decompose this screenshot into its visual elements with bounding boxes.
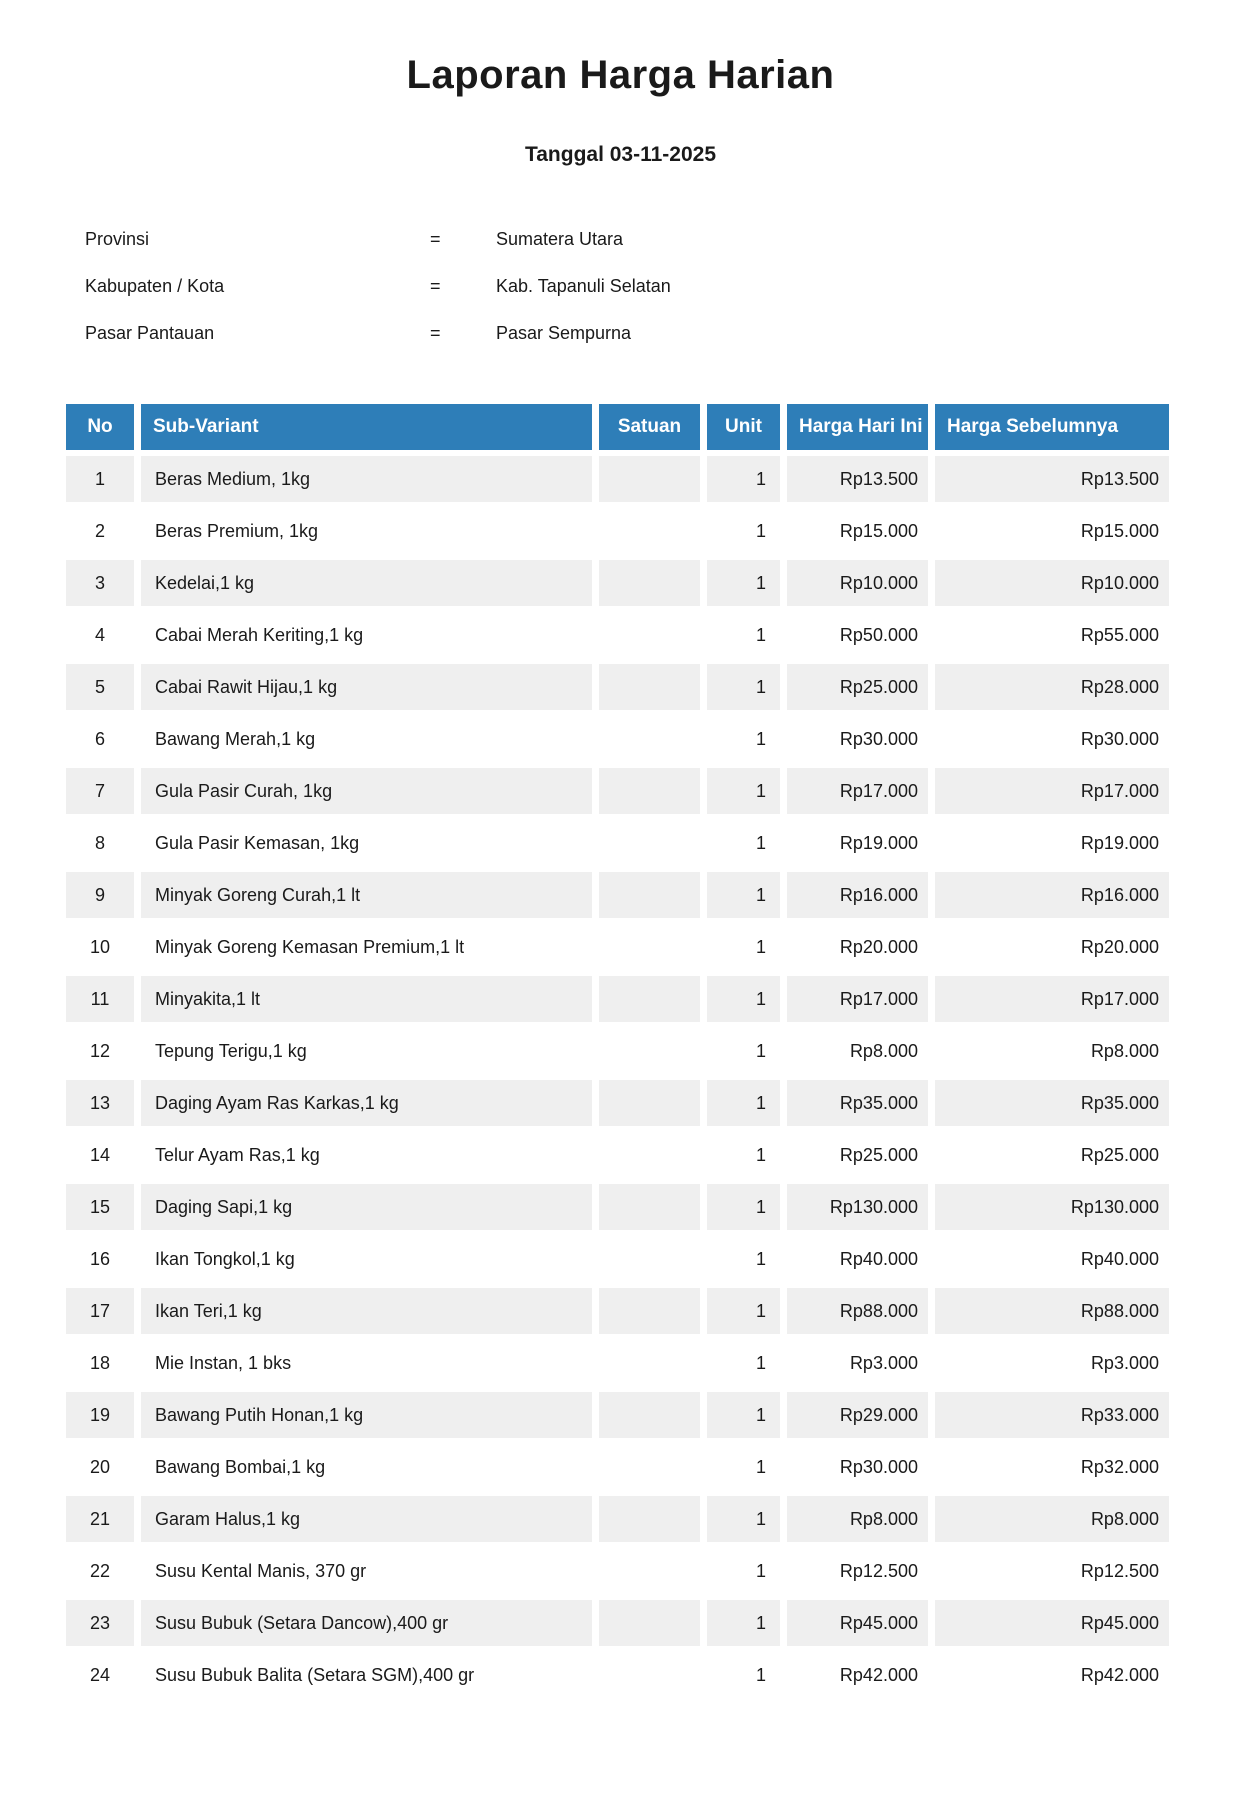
- table-row: [66, 820, 1169, 866]
- satuan-cell: [599, 612, 700, 658]
- harga-sebelumnya-cell: Rp12.500: [935, 1548, 1169, 1594]
- table-row: [66, 1028, 1169, 1074]
- table-row: [66, 1652, 1169, 1698]
- sub-variant-cell: Beras Medium, 1kg: [141, 456, 592, 502]
- table-row: [66, 1496, 1169, 1542]
- report-meta: [0, 216, 1241, 357]
- harga-sebelumnya-cell: Rp25.000: [935, 1132, 1169, 1178]
- col-header-satuan: Satuan: [599, 404, 700, 450]
- no-cell: 22: [66, 1548, 134, 1594]
- table-header-row: [66, 404, 1169, 450]
- pasar-label: Pasar Pantauan: [85, 323, 215, 343]
- harga-hari-ini-cell: Rp19.000: [787, 820, 928, 866]
- equals-sign: =: [430, 276, 441, 296]
- equals-sign: =: [430, 323, 441, 343]
- satuan-cell: [599, 1288, 700, 1334]
- no-cell: 17: [66, 1288, 134, 1334]
- sub-variant-cell: Susu Bubuk Balita (Setara SGM),400 gr: [141, 1652, 592, 1698]
- sub-variant-cell: Kedelai,1 kg: [141, 560, 592, 606]
- harga-hari-ini-cell: Rp15.000: [787, 508, 928, 554]
- equals-sign: =: [430, 229, 441, 249]
- sub-variant-cell: Cabai Merah Keriting,1 kg: [141, 612, 592, 658]
- col-header-harga-hari-ini: Harga Hari Ini: [787, 404, 928, 450]
- satuan-cell: [599, 1184, 700, 1230]
- harga-sebelumnya-cell: Rp32.000: [935, 1444, 1169, 1490]
- sub-variant-cell: Telur Ayam Ras,1 kg: [141, 1132, 592, 1178]
- harga-hari-ini-cell: Rp8.000: [787, 1496, 928, 1542]
- harga-sebelumnya-cell: Rp10.000: [935, 560, 1169, 606]
- satuan-cell: [599, 716, 700, 762]
- no-cell: 7: [66, 768, 134, 814]
- sub-variant-cell: Bawang Merah,1 kg: [141, 716, 592, 762]
- unit-cell: 1: [707, 1184, 780, 1230]
- sub-variant-cell: Susu Kental Manis, 370 gr: [141, 1548, 592, 1594]
- no-cell: 1: [66, 456, 134, 502]
- satuan-cell: [599, 820, 700, 866]
- satuan-cell: [599, 664, 700, 710]
- harga-hari-ini-cell: Rp35.000: [787, 1080, 928, 1126]
- sub-variant-cell: Minyak Goreng Kemasan Premium,1 lt: [141, 924, 592, 970]
- no-cell: 6: [66, 716, 134, 762]
- harga-hari-ini-cell: Rp3.000: [787, 1340, 928, 1386]
- unit-cell: 1: [707, 1652, 780, 1698]
- no-cell: 9: [66, 872, 134, 918]
- harga-hari-ini-cell: Rp42.000: [787, 1652, 928, 1698]
- sub-variant-cell: Garam Halus,1 kg: [141, 1496, 592, 1542]
- harga-sebelumnya-cell: Rp17.000: [935, 976, 1169, 1022]
- no-cell: 11: [66, 976, 134, 1022]
- table-row: [66, 1236, 1169, 1282]
- unit-cell: 1: [707, 1288, 780, 1334]
- table-row: [66, 872, 1169, 918]
- harga-sebelumnya-cell: Rp3.000: [935, 1340, 1169, 1386]
- satuan-cell: [599, 560, 700, 606]
- col-header-harga-sebelumnya: Harga Sebelumnya: [935, 404, 1169, 450]
- table-row: [66, 1444, 1169, 1490]
- harga-sebelumnya-cell: Rp42.000: [935, 1652, 1169, 1698]
- unit-cell: 1: [707, 456, 780, 502]
- harga-sebelumnya-cell: Rp8.000: [935, 1496, 1169, 1542]
- sub-variant-cell: Beras Premium, 1kg: [141, 508, 592, 554]
- satuan-cell: [599, 1028, 700, 1074]
- table-row: [66, 768, 1169, 814]
- table-row: [66, 456, 1169, 502]
- no-cell: 14: [66, 1132, 134, 1178]
- provinsi-label: Provinsi: [85, 229, 150, 249]
- harga-hari-ini-cell: Rp45.000: [787, 1600, 928, 1646]
- satuan-cell: [599, 1340, 700, 1386]
- harga-sebelumnya-cell: Rp20.000: [935, 924, 1169, 970]
- harga-sebelumnya-cell: Rp28.000: [935, 664, 1169, 710]
- sub-variant-cell: Cabai Rawit Hijau,1 kg: [141, 664, 592, 710]
- harga-sebelumnya-cell: Rp88.000: [935, 1288, 1169, 1334]
- harga-sebelumnya-cell: Rp40.000: [935, 1236, 1169, 1282]
- satuan-cell: [599, 1132, 700, 1178]
- harga-hari-ini-cell: Rp25.000: [787, 664, 928, 710]
- unit-cell: 1: [707, 1132, 780, 1178]
- unit-cell: 1: [707, 924, 780, 970]
- unit-cell: 1: [707, 1392, 780, 1438]
- meta-row-kabupaten: [85, 263, 1241, 310]
- satuan-cell: [599, 1548, 700, 1594]
- harga-sebelumnya-cell: Rp16.000: [935, 872, 1169, 918]
- sub-variant-cell: Ikan Tongkol,1 kg: [141, 1236, 592, 1282]
- satuan-cell: [599, 1496, 700, 1542]
- no-cell: 21: [66, 1496, 134, 1542]
- unit-cell: 1: [707, 508, 780, 554]
- table-row: [66, 1392, 1169, 1438]
- harga-sebelumnya-cell: Rp35.000: [935, 1080, 1169, 1126]
- harga-hari-ini-cell: Rp29.000: [787, 1392, 928, 1438]
- table-row: [66, 560, 1169, 606]
- harga-hari-ini-cell: Rp17.000: [787, 768, 928, 814]
- unit-cell: 1: [707, 612, 780, 658]
- provinsi-value: Sumatera Utara: [496, 229, 624, 249]
- pasar-value: Pasar Sempurna: [496, 323, 632, 343]
- sub-variant-cell: Gula Pasir Kemasan, 1kg: [141, 820, 592, 866]
- harga-sebelumnya-cell: Rp17.000: [935, 768, 1169, 814]
- col-header-unit: Unit: [707, 404, 780, 450]
- table-row: [66, 976, 1169, 1022]
- unit-cell: 1: [707, 976, 780, 1022]
- unit-cell: 1: [707, 1340, 780, 1386]
- unit-cell: 1: [707, 1444, 780, 1490]
- kabupaten-label: Kabupaten / Kota: [85, 276, 225, 296]
- sub-variant-cell: Bawang Bombai,1 kg: [141, 1444, 592, 1490]
- unit-cell: 1: [707, 716, 780, 762]
- harga-hari-ini-cell: Rp88.000: [787, 1288, 928, 1334]
- report-date: Tanggal 03-11-2025: [524, 143, 717, 166]
- meta-row-provinsi: [85, 216, 1241, 263]
- table-row: [66, 1548, 1169, 1594]
- table-row: [66, 664, 1169, 710]
- sub-variant-cell: Bawang Putih Honan,1 kg: [141, 1392, 592, 1438]
- sub-variant-cell: Tepung Terigu,1 kg: [141, 1028, 592, 1074]
- unit-cell: 1: [707, 1496, 780, 1542]
- satuan-cell: [599, 456, 700, 502]
- sub-variant-cell: Ikan Teri,1 kg: [141, 1288, 592, 1334]
- unit-cell: 1: [707, 664, 780, 710]
- page-title: Laporan Harga Harian: [406, 53, 835, 97]
- satuan-cell: [599, 1652, 700, 1698]
- unit-cell: 1: [707, 1548, 780, 1594]
- harga-hari-ini-cell: Rp8.000: [787, 1028, 928, 1074]
- harga-hari-ini-cell: Rp20.000: [787, 924, 928, 970]
- col-header-sub-variant: Sub-Variant: [141, 404, 592, 450]
- no-cell: 15: [66, 1184, 134, 1230]
- harga-hari-ini-cell: Rp30.000: [787, 716, 928, 762]
- price-table: [59, 398, 1176, 1704]
- no-cell: 20: [66, 1444, 134, 1490]
- sub-variant-cell: Minyak Goreng Curah,1 lt: [141, 872, 592, 918]
- unit-cell: 1: [707, 560, 780, 606]
- unit-cell: 1: [707, 768, 780, 814]
- no-cell: 19: [66, 1392, 134, 1438]
- table-row: [66, 1080, 1169, 1126]
- harga-hari-ini-cell: Rp10.000: [787, 560, 928, 606]
- table-row: [66, 1184, 1169, 1230]
- no-cell: 16: [66, 1236, 134, 1282]
- unit-cell: 1: [707, 1236, 780, 1282]
- harga-hari-ini-cell: Rp130.000: [787, 1184, 928, 1230]
- satuan-cell: [599, 924, 700, 970]
- harga-sebelumnya-cell: Rp33.000: [935, 1392, 1169, 1438]
- unit-cell: 1: [707, 820, 780, 866]
- table-row: [66, 1600, 1169, 1646]
- harga-sebelumnya-cell: Rp8.000: [935, 1028, 1169, 1074]
- kabupaten-value: Kab. Tapanuli Selatan: [496, 276, 671, 296]
- sub-variant-cell: Mie Instan, 1 bks: [141, 1340, 592, 1386]
- table-row: [66, 508, 1169, 554]
- satuan-cell: [599, 1600, 700, 1646]
- satuan-cell: [599, 508, 700, 554]
- satuan-cell: [599, 976, 700, 1022]
- harga-sebelumnya-cell: Rp15.000: [935, 508, 1169, 554]
- sub-variant-cell: Minyakita,1 lt: [141, 976, 592, 1022]
- harga-hari-ini-cell: Rp12.500: [787, 1548, 928, 1594]
- harga-hari-ini-cell: Rp16.000: [787, 872, 928, 918]
- table-row: [66, 1340, 1169, 1386]
- harga-sebelumnya-cell: Rp55.000: [935, 612, 1169, 658]
- sub-variant-cell: Daging Ayam Ras Karkas,1 kg: [141, 1080, 592, 1126]
- unit-cell: 1: [707, 1600, 780, 1646]
- no-cell: 24: [66, 1652, 134, 1698]
- table-row: [66, 716, 1169, 762]
- harga-sebelumnya-cell: Rp130.000: [935, 1184, 1169, 1230]
- unit-cell: 1: [707, 1080, 780, 1126]
- no-cell: 8: [66, 820, 134, 866]
- col-header-no: No: [66, 404, 134, 450]
- satuan-cell: [599, 1392, 700, 1438]
- table-row: [66, 612, 1169, 658]
- harga-hari-ini-cell: Rp25.000: [787, 1132, 928, 1178]
- no-cell: 18: [66, 1340, 134, 1386]
- sub-variant-cell: Gula Pasir Curah, 1kg: [141, 768, 592, 814]
- satuan-cell: [599, 1444, 700, 1490]
- table-row: [66, 924, 1169, 970]
- meta-row-pasar: [85, 310, 1241, 357]
- sub-variant-cell: Daging Sapi,1 kg: [141, 1184, 592, 1230]
- report-page: [0, 53, 1241, 1808]
- harga-hari-ini-cell: Rp40.000: [787, 1236, 928, 1282]
- harga-hari-ini-cell: Rp17.000: [787, 976, 928, 1022]
- no-cell: 3: [66, 560, 134, 606]
- harga-hari-ini-cell: Rp30.000: [787, 1444, 928, 1490]
- unit-cell: 1: [707, 872, 780, 918]
- no-cell: 13: [66, 1080, 134, 1126]
- satuan-cell: [599, 1236, 700, 1282]
- harga-hari-ini-cell: Rp13.500: [787, 456, 928, 502]
- no-cell: 5: [66, 664, 134, 710]
- no-cell: 4: [66, 612, 134, 658]
- no-cell: 10: [66, 924, 134, 970]
- satuan-cell: [599, 1080, 700, 1126]
- unit-cell: 1: [707, 1028, 780, 1074]
- harga-sebelumnya-cell: Rp30.000: [935, 716, 1169, 762]
- no-cell: 23: [66, 1600, 134, 1646]
- harga-sebelumnya-cell: Rp45.000: [935, 1600, 1169, 1646]
- sub-variant-cell: Susu Bubuk (Setara Dancow),400 gr: [141, 1600, 592, 1646]
- harga-sebelumnya-cell: Rp19.000: [935, 820, 1169, 866]
- satuan-cell: [599, 768, 700, 814]
- no-cell: 12: [66, 1028, 134, 1074]
- no-cell: 2: [66, 508, 134, 554]
- harga-sebelumnya-cell: Rp13.500: [935, 456, 1169, 502]
- table-row: [66, 1288, 1169, 1334]
- satuan-cell: [599, 872, 700, 918]
- table-row: [66, 1132, 1169, 1178]
- harga-hari-ini-cell: Rp50.000: [787, 612, 928, 658]
